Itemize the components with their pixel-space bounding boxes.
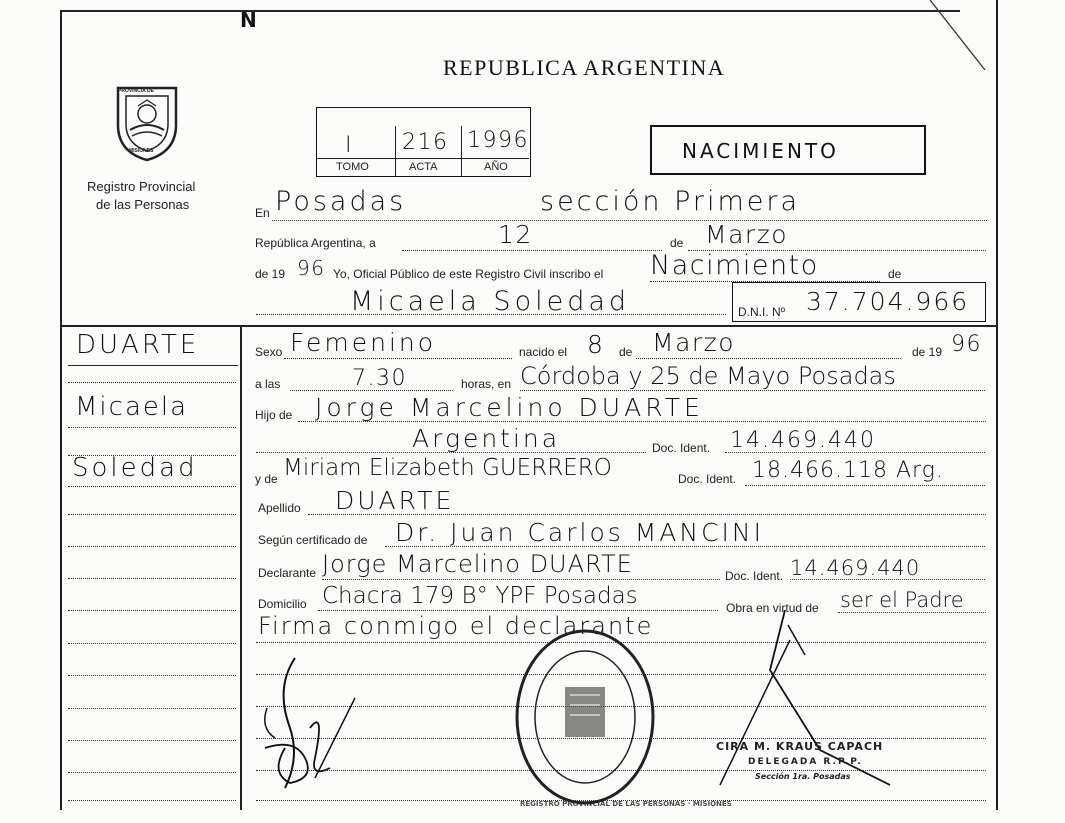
- certificado-value: Dr. Juan Carlos MANCINI: [395, 518, 764, 547]
- margin-nombre-1: Micaela: [75, 392, 189, 422]
- margin-dots-6: [68, 546, 236, 547]
- mes-nacimiento-value: Marzo: [652, 328, 736, 357]
- label-republica: República Argentina, a: [255, 236, 376, 250]
- dotted-line-doc-madre: [745, 485, 985, 486]
- acto-value: Nacimiento: [650, 250, 819, 281]
- label-doc-ident-3: Doc. Ident.: [725, 569, 784, 583]
- label-a-las: a las: [255, 377, 281, 391]
- label-domicilio: Domicilio: [258, 597, 307, 611]
- margin-dots-8: [68, 610, 236, 611]
- label-oficial: Yo, Oficial Público de este Registro Civil inscribo el: [333, 267, 604, 281]
- round-stamp-text: REGISTRO PROVINCIAL DE LAS PERSONAS · MISIONES: [520, 800, 732, 808]
- sexo-value: Femenino: [290, 328, 437, 357]
- margin-dots-14: [68, 800, 236, 801]
- label-dni: D.N.I. Nº: [738, 305, 786, 319]
- margin-dots-10: [68, 675, 236, 676]
- official-section: Sección 1ra. Posadas: [755, 772, 851, 781]
- tomo-label: TOMO: [336, 161, 369, 173]
- label-de: de: [670, 236, 684, 250]
- label-segun: Según certificado de: [258, 533, 368, 547]
- hora-value: 7.30: [352, 366, 407, 391]
- anio-inscripcion-value: 96: [297, 256, 326, 280]
- label-de-19: de 19: [255, 267, 286, 281]
- mes-inscripcion-value: Marzo: [705, 220, 789, 249]
- margin-dots-5: [68, 514, 236, 515]
- right-border: [996, 0, 998, 810]
- anio-nacimiento-value: 96: [951, 332, 982, 357]
- label-de-3: de: [619, 345, 633, 359]
- act-type-label: NACIMIENTO: [682, 139, 839, 163]
- act-type-box: [650, 125, 926, 175]
- office-name-line2: de las Personas: [96, 197, 190, 212]
- dotted-line-dia: [402, 250, 662, 251]
- margin-nombre-2: Soledad: [72, 453, 198, 483]
- margin-dots-7: [68, 578, 236, 579]
- label-apellido: Apellido: [258, 501, 301, 515]
- dotted-line-lugar: [520, 390, 985, 391]
- apellido-value: DUARTE: [335, 486, 455, 515]
- ciudad-value: Posadas: [275, 186, 407, 217]
- declarant-signature-icon: [255, 648, 375, 798]
- corner-diagonal: [925, 0, 1025, 70]
- dotted-line-domicilio: [318, 610, 718, 611]
- dotted-line-declarante: [322, 579, 720, 580]
- dia-nacimiento-value: 8: [587, 330, 605, 359]
- margin-dots-11: [68, 708, 236, 709]
- anio-value: 1996: [467, 128, 529, 153]
- doc-declarante-value: 14.469.440: [790, 556, 921, 580]
- dotted-line-mes-nac: [636, 358, 901, 359]
- doc-madre-value: 18.466.118 Arg.: [752, 458, 944, 483]
- domicilio-value: Chacra 179 B° YPF Posadas: [322, 583, 638, 609]
- label-obra: Obra en virtud de: [726, 601, 819, 615]
- label-hijo: Hijo de: [255, 408, 293, 422]
- corner-mark: N: [240, 8, 259, 32]
- margin-dots-12: [68, 740, 236, 741]
- official-title: DELEGADA R.P.P.: [748, 757, 863, 767]
- label-sexo: Sexo: [255, 345, 283, 359]
- top-border: [60, 10, 960, 12]
- declarante-value: Jorge Marcelino DUARTE: [322, 550, 633, 578]
- margin-rule-1: [68, 365, 238, 366]
- label-nacido: nacido el: [519, 345, 568, 359]
- label-horas: horas, en: [461, 377, 512, 391]
- acta-label: ACTA: [409, 161, 438, 173]
- office-name-line1: Registro Provincial: [87, 179, 196, 194]
- column-divider: [240, 325, 242, 810]
- label-y-de: y de: [255, 472, 278, 486]
- doc-padre-value: 14.469.440: [730, 428, 876, 453]
- acta-value: 216: [402, 130, 449, 155]
- official-name: CIRA M. KRAUS CAPACH: [716, 740, 884, 753]
- seal-bottom-text: MISIONES: [129, 148, 154, 154]
- label-declarante: Declarante: [258, 566, 317, 580]
- page-title: REPUBLICA ARGENTINA: [443, 55, 726, 80]
- tomo-value: I: [345, 133, 353, 158]
- label-en: En: [255, 206, 270, 220]
- seal-top-text: PROVINCIA DE: [118, 88, 154, 94]
- margin-dots-1: [68, 382, 236, 383]
- label-de-19b: de 19: [912, 345, 943, 359]
- nacionalidad-padre-value: Argentina: [412, 424, 561, 453]
- margin-apellido: DUARTE: [76, 330, 200, 360]
- margin-dots-2: [68, 427, 236, 428]
- margin-dots-9: [68, 643, 236, 644]
- dotted-line-sexo: [284, 358, 512, 359]
- dni-value: 37.704.966: [806, 287, 970, 316]
- label-doc-ident: Doc. Ident.: [652, 441, 711, 455]
- header-divider: [60, 325, 998, 327]
- lugar-value: Córdoba y 25 de Mayo Posadas: [520, 362, 896, 390]
- label-doc-ident-2: Doc. Ident.: [678, 472, 737, 486]
- firma-linea-value: Firma conmigo el declarante: [258, 612, 654, 640]
- en-virtud-value: ser el Padre: [840, 588, 964, 612]
- madre-value: Miriam Elizabeth GUERRERO: [283, 455, 612, 481]
- padre-value: Jorge Marcelino DUARTE: [315, 393, 704, 422]
- seccion-value: sección Primera: [540, 186, 801, 217]
- dotted-line-en: [272, 220, 987, 221]
- margin-dots-4: [68, 486, 236, 487]
- official-round-stamp-icon: [510, 625, 660, 810]
- left-border: [60, 10, 62, 810]
- margin-dots-13: [68, 772, 236, 773]
- label-de-2: de: [888, 267, 902, 281]
- anio-label: AÑO: [484, 161, 508, 173]
- nombre-value: Micaela Soledad: [350, 286, 631, 317]
- dia-inscripcion-value: 12: [498, 220, 533, 249]
